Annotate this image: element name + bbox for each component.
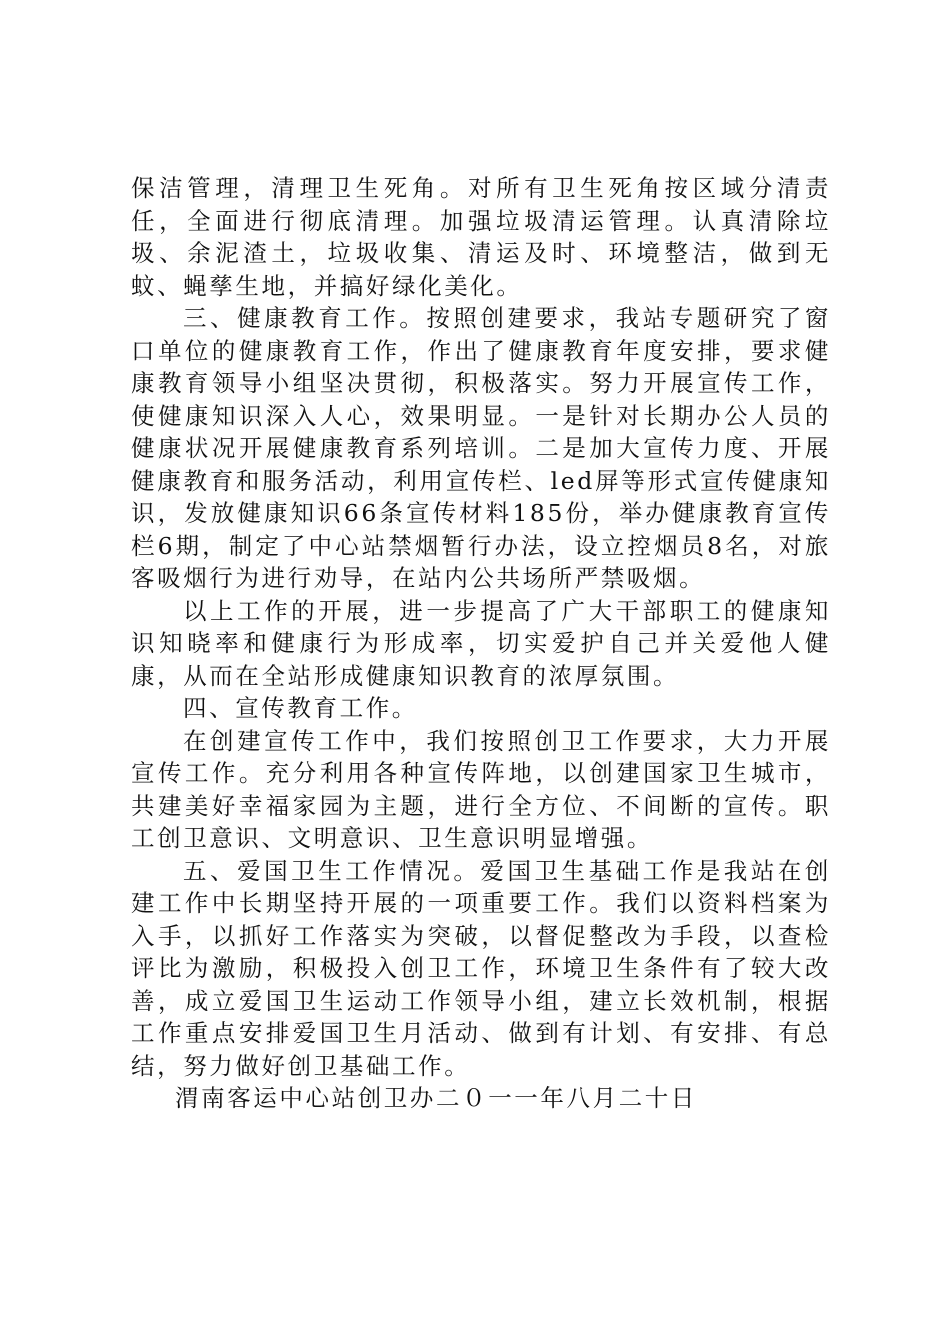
paragraph-cleaning-management: 保洁管理，清理卫生死角。对所有卫生死角按区域分清责任，全面进行彻底清理。加强垃圾清运管理。认真清除垃圾、余泥渣土，垃圾收集、清运及时、环境整洁，做到无蚊、蝇孳生地，并搞好绿化美化。: [131, 174, 831, 300]
document-body: [131, 172, 831, 1115]
paragraph-publicity-work: 在创建宣传工作中，我们按照创卫工作要求，大力开展宣传工作。充分利用各种宣传阵地，以创建国家卫生城市，共建美好幸福家园为主题，进行全方位、不间断的宣传。职工创卫意识、文明意识、卫生意识明显增强。: [131, 726, 831, 852]
paragraph-work-results: 以上工作的开展，进一步提高了广大干部职工的健康知识知晓率和健康行为形成率，切实爱护自己并关爱他人健康，从而在全站形成健康知识教育的浓厚氛围。: [131, 596, 831, 690]
heading-publicity-education: 四、宣传教育工作。: [183, 694, 418, 722]
signature-date: 渭南客运中心站创卫办二０一一年八月二十日: [175, 1084, 697, 1112]
paragraph-health-education: 三、健康教育工作。按照创建要求，我站专题研究了窗口单位的健康教育工作，作出了健康教育年度安排，要求健康教育领导小组坚决贯彻，积极落实。努力开展宣传工作，使健康知识深入人心，效果明显。一是针对长期办公人员的健康状况开展健康教育系列培训。二是加大宣传力度、开展健康教育和服务活动，利用宣传栏、led屏等形式宣传健康知识，发放健康知识66条宣传材料185份，举办健康教育宣传栏6期，制定了中心站禁烟暂行办法，设立控烟员8名，对旅客吸烟行为进行劝导，在站内公共场所严禁吸烟。: [131, 304, 831, 592]
paragraph-patriotic-health: 五、爱国卫生工作情况。爱国卫生基础工作是我站在创建工作中长期坚持开展的一项重要工作。我们以资料档案为入手，以抓好工作落实为突破，以督促整改为手段，以查检评比为激励，积极投入创卫工作，环境卫生条件有了较大改善，成立爱国卫生运动工作领导小组，建立长效机制，根据工作重点安排爱国卫生月活动、做到有计划、有安排、有总结，努力做好创卫基础工作。: [131, 856, 831, 1080]
